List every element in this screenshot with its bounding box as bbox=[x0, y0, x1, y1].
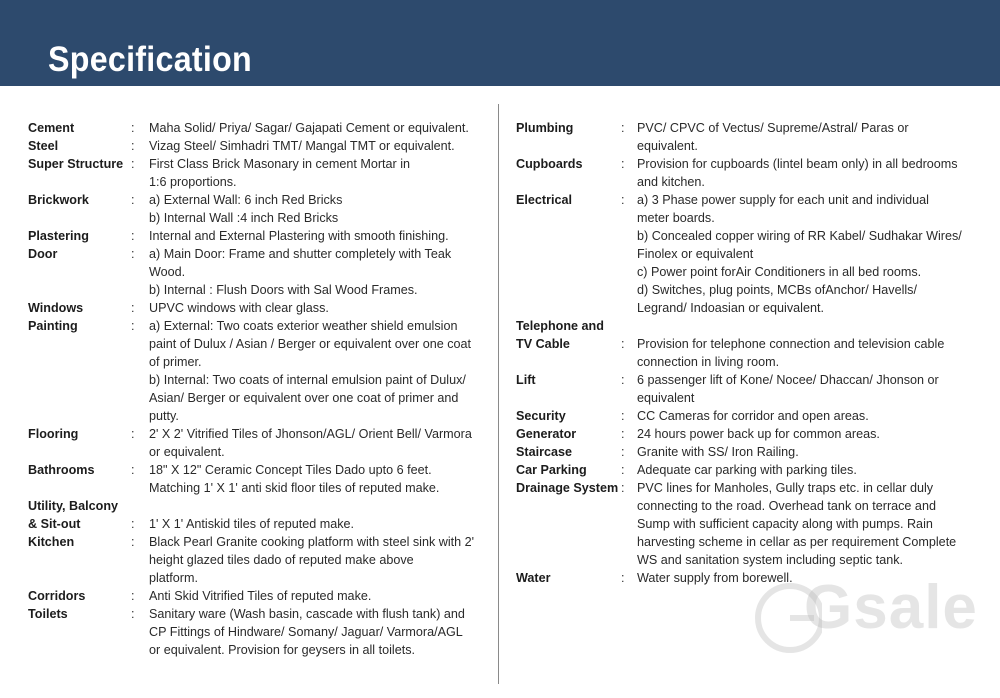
column-divider bbox=[498, 104, 499, 684]
spec-value bbox=[149, 497, 486, 533]
spec-value bbox=[149, 191, 486, 227]
spec-label-text: Staircase bbox=[516, 445, 573, 459]
spec-value-line: platform. bbox=[149, 571, 198, 585]
spec-label-text: Lift bbox=[516, 373, 536, 387]
spec-value-line: of primer. bbox=[149, 355, 202, 369]
spec-label bbox=[28, 155, 131, 191]
spec-value-line: 18" X 12" Ceramic Concept Tiles Dado upto 6 feet. bbox=[149, 463, 432, 477]
right-spec-column bbox=[516, 119, 972, 587]
spec-label-text: Windows bbox=[28, 301, 84, 315]
spec-colon: : bbox=[131, 517, 135, 531]
spec-row-painting bbox=[28, 317, 486, 425]
spec-value-line: equivalent bbox=[637, 391, 695, 405]
header-banner bbox=[0, 0, 1000, 86]
spec-colon: : bbox=[621, 409, 625, 423]
spec-row-corridors bbox=[28, 587, 486, 605]
spec-row-cement bbox=[28, 119, 486, 137]
spec-row-brickwork bbox=[28, 191, 486, 227]
spec-row-plastering bbox=[28, 227, 486, 245]
spec-colon: : bbox=[621, 445, 625, 459]
left-spec-column bbox=[28, 119, 486, 659]
spec-value bbox=[149, 461, 486, 497]
spec-value-line: d) Switches, plug points, MCBs ofAnchor/ Havells/ bbox=[637, 283, 917, 297]
spec-value-line: Black Pearl Granite cooking platform with steel sink with 2' bbox=[149, 535, 475, 549]
spec-colon: : bbox=[131, 139, 135, 153]
spec-value-line: or equivalent. Provision for geysers in all toilets. bbox=[149, 643, 415, 657]
spec-label-text: Telephone and bbox=[516, 319, 604, 333]
spec-label-text: Plumbing bbox=[516, 121, 574, 135]
spec-value-line: Internal and External Plastering with smooth finishing. bbox=[149, 229, 449, 243]
spec-value-line: Maha Solid/ Priya/ Sagar/ Gajapati Cement or equivalent. bbox=[149, 121, 469, 135]
spec-value bbox=[637, 479, 972, 569]
spec-row-door bbox=[28, 245, 486, 299]
spec-colon: : bbox=[131, 319, 135, 333]
spec-row-flooring bbox=[28, 425, 486, 461]
spec-value-line: PVC lines for Manholes, Gully traps etc. in cellar duly bbox=[637, 481, 934, 495]
spec-label bbox=[516, 425, 621, 443]
spec-label-text: Cement bbox=[28, 121, 75, 135]
spec-value-line: Sanitary ware (Wash basin, cascade with flush tank) and bbox=[149, 607, 465, 621]
spec-label bbox=[516, 407, 621, 425]
spec-label bbox=[28, 587, 131, 605]
spec-value-line: UPVC windows with clear glass. bbox=[149, 301, 329, 315]
spec-value bbox=[149, 119, 486, 137]
spec-value-line: 6 passenger lift of Kone/ Nocee/ Dhaccan/ Jhonson or bbox=[637, 373, 939, 387]
spec-label-text: Generator bbox=[516, 427, 577, 441]
spec-value-line: Adequate car parking with parking tiles. bbox=[637, 463, 857, 477]
spec-value-line bbox=[637, 317, 972, 335]
spec-row-electrical bbox=[516, 191, 972, 317]
spec-value-line: a) External Wall: 6 inch Red Bricks bbox=[149, 193, 343, 207]
spec-value-line: Granite with SS/ Iron Railing. bbox=[637, 445, 799, 459]
spec-value-line: Provision for cupboards (lintel beam only) in all bedrooms bbox=[637, 157, 958, 171]
spec-label bbox=[516, 371, 621, 407]
spec-colon: : bbox=[131, 121, 135, 135]
spec-label-text: Bathrooms bbox=[28, 463, 95, 477]
spec-value-line: paint of Dulux / Asian / Berger or equivalent over one coat bbox=[149, 337, 472, 351]
spec-value-line: Wood. bbox=[149, 265, 186, 279]
spec-colon: : bbox=[131, 535, 135, 549]
page-title: Specification bbox=[48, 40, 252, 79]
spec-label-text: Corridors bbox=[28, 589, 86, 603]
spec-value bbox=[637, 155, 972, 191]
spec-colon: : bbox=[621, 463, 625, 477]
spec-row-plumbing bbox=[516, 119, 972, 155]
spec-label bbox=[28, 245, 131, 299]
spec-value-line: Legrand/ Indoasian or equivalent. bbox=[637, 301, 824, 315]
spec-label-text: Steel bbox=[28, 139, 59, 153]
spec-value-line: Vizag Steel/ Simhadri TMT/ Mangal TMT or equivalent. bbox=[149, 139, 455, 153]
spec-label-text: Painting bbox=[28, 319, 78, 333]
spec-value-line: b) Concealed copper wiring of RR Kabel/ Sudhakar Wires/ bbox=[637, 229, 962, 243]
spec-colon: : bbox=[131, 301, 135, 315]
spec-label-text: & Sit-out bbox=[28, 517, 81, 531]
spec-colon: : bbox=[131, 193, 135, 207]
spec-value bbox=[637, 425, 972, 443]
spec-value-line: Provision for telephone connection and television cable bbox=[637, 337, 945, 351]
spec-colon: : bbox=[621, 427, 625, 441]
spec-label-text: Super Structure bbox=[28, 157, 124, 171]
spec-row-generator bbox=[516, 425, 972, 443]
spec-label bbox=[516, 443, 621, 461]
spec-value bbox=[637, 191, 972, 317]
spec-colon: : bbox=[621, 121, 625, 135]
spec-value-line: b) Internal: Two coats of internal emulsion paint of Dulux/ bbox=[149, 373, 466, 387]
spec-value bbox=[149, 587, 486, 605]
spec-label-text: Flooring bbox=[28, 427, 79, 441]
spec-row-security bbox=[516, 407, 972, 425]
spec-label-text: Plastering bbox=[28, 229, 89, 243]
spec-label bbox=[516, 569, 621, 587]
spec-value-line: c) Power point forAir Conditioners in all bed rooms. bbox=[637, 265, 922, 279]
spec-row-car-parking bbox=[516, 461, 972, 479]
spec-value bbox=[149, 299, 486, 317]
spec-label bbox=[516, 119, 621, 155]
spec-label bbox=[28, 227, 131, 245]
spec-value-line: 2' X 2' Vitrified Tiles of Jhonson/AGL/ Orient Bell/ Varmora bbox=[149, 427, 472, 441]
spec-label bbox=[28, 497, 131, 533]
spec-colon: : bbox=[621, 571, 625, 585]
watermark-text: Gsale bbox=[804, 573, 978, 642]
spec-value-line: equivalent. bbox=[637, 139, 698, 153]
spec-label-text: Security bbox=[516, 409, 566, 423]
spec-label-text: Cupboards bbox=[516, 157, 583, 171]
spec-row-windows bbox=[28, 299, 486, 317]
spec-value-line: Water supply from borewell. bbox=[637, 571, 793, 585]
spec-label-text: Car Parking bbox=[516, 463, 587, 477]
spec-value bbox=[149, 425, 486, 461]
spec-value-line: and kitchen. bbox=[637, 175, 705, 189]
spec-value-line: b) Internal Wall :4 inch Red Bricks bbox=[149, 211, 339, 225]
spec-row-staircase bbox=[516, 443, 972, 461]
spec-value-line: a) Main Door: Frame and shutter completely with Teak bbox=[149, 247, 452, 261]
spec-row-kitchen bbox=[28, 533, 486, 587]
spec-row-drainage-system bbox=[516, 479, 972, 569]
spec-value-line: PVC/ CPVC of Vectus/ Supreme/Astral/ Paras or bbox=[637, 121, 909, 135]
spec-colon: : bbox=[131, 463, 135, 477]
spec-label bbox=[516, 317, 621, 371]
spec-value bbox=[149, 227, 486, 245]
gsale-watermark bbox=[752, 570, 978, 660]
spec-colon: : bbox=[621, 157, 625, 171]
spec-value bbox=[149, 245, 486, 299]
spec-label-text: Water bbox=[516, 571, 551, 585]
spec-row-telephone-and-tv-cable bbox=[516, 317, 972, 371]
spec-value-line: 1:6 proportions. bbox=[149, 175, 237, 189]
spec-value-line: CC Cameras for corridor and open areas. bbox=[637, 409, 869, 423]
spec-label-text: Kitchen bbox=[28, 535, 75, 549]
spec-value bbox=[637, 461, 972, 479]
spec-label-text: TV Cable bbox=[516, 337, 570, 351]
spec-value-line: a) External: Two coats exterior weather shield emulsion bbox=[149, 319, 458, 333]
spec-label-text: Electrical bbox=[516, 193, 573, 207]
spec-row-cupboards bbox=[516, 155, 972, 191]
spec-colon: : bbox=[131, 247, 135, 261]
spec-value-line: harvesting scheme in cellar as per requirement Complete bbox=[637, 535, 957, 549]
spec-value-line: meter boards. bbox=[637, 211, 715, 225]
spec-colon: : bbox=[131, 229, 135, 243]
spec-colon: : bbox=[131, 427, 135, 441]
spec-colon: : bbox=[621, 373, 625, 387]
spec-label-text: Toilets bbox=[28, 607, 68, 621]
spec-label bbox=[28, 317, 131, 425]
spec-label bbox=[28, 605, 131, 659]
spec-colon: : bbox=[621, 481, 625, 495]
spec-label bbox=[516, 461, 621, 479]
spec-value-line: 24 hours power back up for common areas. bbox=[637, 427, 880, 441]
spec-label-text: Drainage System bbox=[516, 481, 619, 495]
spec-label bbox=[28, 191, 131, 227]
spec-value bbox=[637, 443, 972, 461]
spec-label-text: Brickwork bbox=[28, 193, 89, 207]
spec-label bbox=[28, 119, 131, 137]
spec-label-text: Door bbox=[28, 247, 58, 261]
spec-value-line: Finolex or equivalent bbox=[637, 247, 754, 261]
spec-value-line: height glazed tiles dado of reputed make above bbox=[149, 553, 414, 567]
spec-value bbox=[149, 317, 486, 425]
spec-value-line: Anti Skid Vitrified Tiles of reputed make. bbox=[149, 589, 372, 603]
spec-value-line: putty. bbox=[149, 409, 179, 423]
spec-value-line: connection in living room. bbox=[637, 355, 780, 369]
spec-label bbox=[516, 479, 621, 569]
spec-value-line bbox=[149, 497, 486, 515]
spec-label-text: Utility, Balcony bbox=[28, 499, 119, 513]
spec-label bbox=[28, 137, 131, 155]
spec-label bbox=[28, 425, 131, 461]
spec-label bbox=[28, 461, 131, 497]
spec-label bbox=[28, 533, 131, 587]
spec-label bbox=[28, 299, 131, 317]
spec-value bbox=[637, 317, 972, 371]
spec-row-lift bbox=[516, 371, 972, 407]
spec-value bbox=[149, 137, 486, 155]
spec-value bbox=[149, 605, 486, 659]
spec-colon: : bbox=[131, 589, 135, 603]
spec-value-line: Matching 1' X 1' anti skid floor tiles of reputed make. bbox=[149, 481, 440, 495]
spec-colon: : bbox=[621, 337, 625, 351]
spec-row-toilets bbox=[28, 605, 486, 659]
spec-value-line: a) 3 Phase power supply for each unit and individual bbox=[637, 193, 929, 207]
spec-colon: : bbox=[131, 607, 135, 621]
spec-value bbox=[637, 371, 972, 407]
spec-value bbox=[149, 155, 486, 191]
spec-value bbox=[637, 407, 972, 425]
spec-row-super-structure bbox=[28, 155, 486, 191]
spec-row-utility-balcony-sit-out bbox=[28, 497, 486, 533]
spec-value-line: First Class Brick Masonary in cement Mortar in bbox=[149, 157, 411, 171]
spec-label bbox=[516, 155, 621, 191]
spec-colon: : bbox=[131, 157, 135, 171]
spec-value-line: CP Fittings of Hindware/ Somany/ Jaguar/ Varmora/AGL bbox=[149, 625, 463, 639]
spec-value-line: connecting to the road. Overhead tank on terrace and bbox=[637, 499, 936, 513]
spec-value bbox=[637, 119, 972, 155]
spec-value-line: Asian/ Berger or equivalent over one coat of primer and bbox=[149, 391, 459, 405]
spec-value-line: 1' X 1' Antiskid tiles of reputed make. bbox=[149, 517, 355, 531]
spec-row-bathrooms bbox=[28, 461, 486, 497]
spec-value-line: Sump with sufficient capacity along with pumps. Rain bbox=[637, 517, 933, 531]
spec-value-line: or equivalent. bbox=[149, 445, 225, 459]
spec-row-steel bbox=[28, 137, 486, 155]
spec-value-line: b) Internal : Flush Doors with Sal Wood Frames. bbox=[149, 283, 418, 297]
spec-colon: : bbox=[621, 193, 625, 207]
spec-value-line: WS and sanitation system including septic tank. bbox=[637, 553, 903, 567]
spec-label bbox=[516, 191, 621, 317]
spec-value bbox=[149, 533, 486, 587]
